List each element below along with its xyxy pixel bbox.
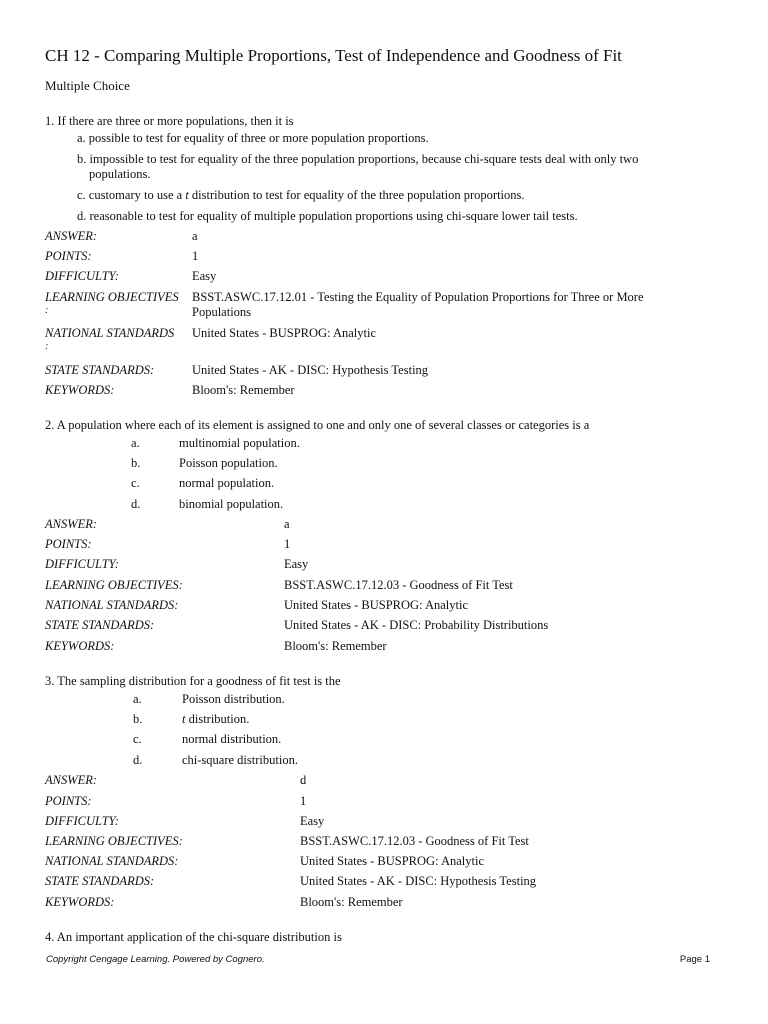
keywords-value: Bloom's: Remember xyxy=(192,383,295,397)
choice-c: normal population. xyxy=(179,476,275,490)
difficulty-value: Easy xyxy=(300,814,325,828)
choice-c: normal distribution. xyxy=(182,732,282,746)
answer-value: a xyxy=(192,229,198,243)
answer-label: ANSWER: xyxy=(45,773,98,787)
learning-objectives-value-continuation: Populations xyxy=(192,305,252,319)
choice-d: d. reasonable to test for equality of multiple population proportions using chi-square lower tail tests. xyxy=(77,209,578,223)
points-value: 1 xyxy=(300,794,307,808)
learning-objectives-label: LEARNING OBJECTIVES: xyxy=(45,578,183,592)
page-title: CH 12 - Comparing Multiple Proportions, Test of Independence and Goodness of Fit xyxy=(45,46,622,65)
state-standards-label: STATE STANDARDS: xyxy=(45,618,155,632)
keywords-value: Bloom's: Remember xyxy=(284,639,387,653)
national-standards-label: NATIONAL STANDARDS: xyxy=(45,598,179,612)
choice-c: c. customary to use a t distribution to test for equality of the three population proportions. xyxy=(77,188,525,202)
learning-objectives-value: BSST.ASWC.17.12.01 - Testing the Equality of Population Proportions for Three or More xyxy=(192,290,644,304)
choice-b-letter: b. xyxy=(133,712,143,726)
choice-d-letter: d. xyxy=(133,753,143,767)
national-standards-label: NATIONAL STANDARDS xyxy=(45,326,175,340)
keywords-label: KEYWORDS: xyxy=(45,383,115,397)
choice-b-continuation: populations. xyxy=(89,167,151,181)
choice-a: Poisson distribution. xyxy=(182,692,285,706)
choice-b: t distribution. xyxy=(182,712,250,726)
national-standards-colon: : xyxy=(45,341,49,352)
national-standards-value: United States - BUSPROG: Analytic xyxy=(192,326,377,340)
keywords-label: KEYWORDS: xyxy=(45,639,115,653)
question-stem: 3. The sampling distribution for a goodness of fit test is the xyxy=(45,674,341,688)
points-value: 1 xyxy=(284,537,291,551)
keywords-label: KEYWORDS: xyxy=(45,895,115,909)
state-standards-value: United States - AK - DISC: Hypothesis Testing xyxy=(300,874,537,888)
difficulty-label: DIFFICULTY: xyxy=(45,557,119,571)
answer-label: ANSWER: xyxy=(45,517,98,531)
footer-copyright: Copyright Cengage Learning. Powered by Cognero. xyxy=(46,954,265,965)
answer-value: d xyxy=(300,773,307,787)
national-standards-value: United States - BUSPROG: Analytic xyxy=(284,598,469,612)
choice-d-letter: d. xyxy=(131,497,141,511)
section-heading: Multiple Choice xyxy=(45,78,130,93)
choice-b: Poisson population. xyxy=(179,456,278,470)
learning-objectives-label: LEARNING OBJECTIVES xyxy=(45,290,179,304)
points-label: POINTS: xyxy=(45,794,92,808)
choice-a: a. possible to test for equality of three or more population proportions. xyxy=(77,131,429,145)
national-standards-value: United States - BUSPROG: Analytic xyxy=(300,854,485,868)
points-label: POINTS: xyxy=(45,249,92,263)
keywords-value: Bloom's: Remember xyxy=(300,895,403,909)
question-stem: 4. An important application of the chi-square distribution is xyxy=(45,930,342,944)
learning-objectives-label: LEARNING OBJECTIVES: xyxy=(45,834,183,848)
state-standards-value: United States - AK - DISC: Probability Distributions xyxy=(284,618,549,632)
question-stem: 1. If there are three or more populations, then it is xyxy=(45,114,294,128)
points-value: 1 xyxy=(192,249,199,263)
choice-a-letter: a. xyxy=(131,436,140,450)
choice-d: chi-square distribution. xyxy=(182,753,298,767)
footer-page-number: Page 1 xyxy=(679,954,710,965)
choice-c-letter: c. xyxy=(133,732,142,746)
state-standards-value: United States - AK - DISC: Hypothesis Testing xyxy=(192,363,429,377)
points-label: POINTS: xyxy=(45,537,92,551)
choice-b-letter: b. xyxy=(131,456,141,470)
answer-label: ANSWER: xyxy=(45,229,98,243)
learning-objectives-colon: : xyxy=(45,305,49,316)
answer-value: a xyxy=(284,517,290,531)
state-standards-label: STATE STANDARDS: xyxy=(45,874,155,888)
difficulty-label: DIFFICULTY: xyxy=(45,269,119,283)
choice-d: binomial population. xyxy=(179,497,284,511)
choice-a-letter: a. xyxy=(133,692,142,706)
choice-c-letter: c. xyxy=(131,476,140,490)
difficulty-value: Easy xyxy=(192,269,217,283)
national-standards-label: NATIONAL STANDARDS: xyxy=(45,854,179,868)
difficulty-value: Easy xyxy=(284,557,309,571)
choice-a: multinomial population. xyxy=(179,436,300,450)
question-stem: 2. A population where each of its element is assigned to one and only one of several classes or categories is a xyxy=(45,418,590,432)
learning-objectives-value: BSST.ASWC.17.12.03 - Goodness of Fit Test xyxy=(300,834,529,848)
choice-b: b. impossible to test for equality of the three population proportions, because chi-square tests deal with only two xyxy=(77,152,639,166)
learning-objectives-value: BSST.ASWC.17.12.03 - Goodness of Fit Test xyxy=(284,578,513,592)
state-standards-label: STATE STANDARDS: xyxy=(45,363,155,377)
difficulty-label: DIFFICULTY: xyxy=(45,814,119,828)
